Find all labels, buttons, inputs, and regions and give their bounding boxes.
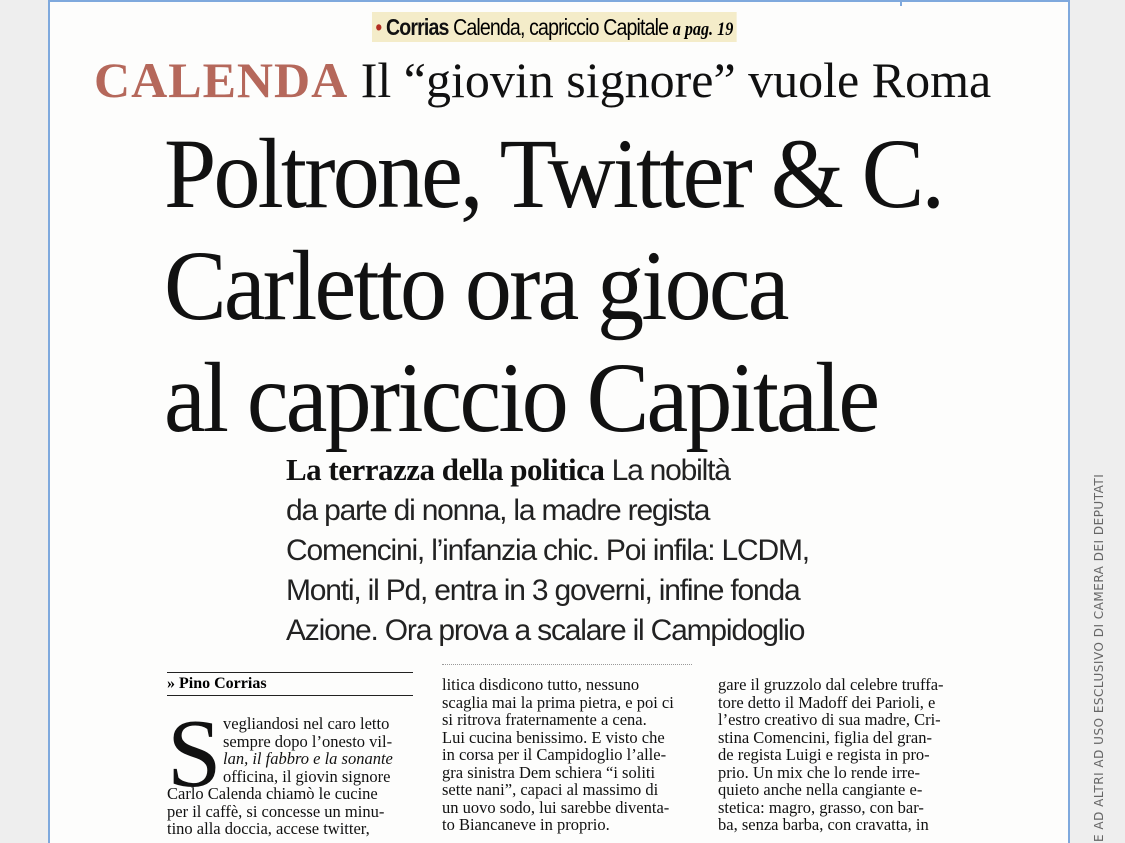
col2-line: un uovo sodo, lui sarebbe diventa- xyxy=(442,797,670,817)
col3-line: l’estro creativo di sua madre, Cri- xyxy=(718,710,941,729)
col3-line: gare il gruzzolo dal celebre truffa- xyxy=(718,675,944,694)
article-column-3 xyxy=(718,676,970,834)
kicker-box xyxy=(372,12,737,42)
summary-line-4: Monti, il Pd, entra in 3 governi, infine fonda xyxy=(286,574,800,607)
summary-line-3: Comencini, l’infanzia chic. Poi infila: LCDM, xyxy=(286,534,809,567)
dropcap: S xyxy=(167,700,222,808)
summary-line-5: Azione. Ora prova a scalare il Campidoglio xyxy=(286,614,805,647)
col1-line: per il caffè, si concesse un minu- xyxy=(167,801,385,821)
col1-line: Carlo Calenda chiamò le cucine xyxy=(167,784,378,803)
overline-tag: CALENDA xyxy=(94,52,349,108)
col3-line: quieto anche nella cangiante e- xyxy=(718,780,923,799)
column-divider xyxy=(900,0,902,6)
col2-line: gra sinistra Dem schiera “i soliti xyxy=(442,762,656,782)
col2-line: si ritrova fraternamente a cena. xyxy=(442,710,647,729)
byline-author: Pino Corrias xyxy=(179,675,267,692)
kicker-bullet: • xyxy=(375,14,382,40)
newspaper-page xyxy=(48,0,1070,843)
byline xyxy=(167,672,413,696)
headline-line-3: al capriccio Capitale xyxy=(164,342,878,453)
kicker-title: Calenda, capriccio Capitale xyxy=(453,14,669,40)
col3-line: prio. Un mix che lo rende irre- xyxy=(718,762,921,782)
col2-line: Lui cucina benissimo. E visto che xyxy=(442,727,665,747)
col1-line: sempre dopo l’onesto vil- xyxy=(223,731,393,751)
column-cut-marks xyxy=(442,664,692,671)
kicker-page-ref: a pag. 19 xyxy=(672,19,734,40)
col2-line: to Biancaneve in proprio. xyxy=(442,815,610,834)
overline-text: Il “giovin signore” vuole Roma xyxy=(360,52,992,108)
article-column-2 xyxy=(442,676,692,834)
side-watermark-text: E AD ALTRI AD USO ESCLUSIVO DI CAMERA DEI DEPUTATI xyxy=(1092,473,1106,842)
col1-line: vegliandosi nel caro letto xyxy=(223,714,390,733)
col2-line: sette nani”, capaci al massimo di xyxy=(442,780,659,799)
col1-line: tino alla doccia, accese twitter, xyxy=(167,819,370,838)
col2-line: litica disdicono tutto, nessuno xyxy=(442,675,640,694)
summary-line-1-text: La nobiltà xyxy=(611,454,730,487)
col3-line: stina Comencini, figlia del gran- xyxy=(718,727,932,747)
summary-lead: La terrazza della politica xyxy=(286,452,605,487)
byline-mark: » xyxy=(167,675,175,692)
col3-line: stetica: magro, grasso, con bar- xyxy=(718,797,924,817)
col2-line: scaglia mai la prima pietra, e poi ci xyxy=(442,692,674,712)
summary xyxy=(286,450,886,651)
col3-line: ba, senza barba, con cravatta, in xyxy=(718,815,929,834)
col3-line: tore detto il Madoff dei Parioli, e xyxy=(718,692,936,712)
top-rule xyxy=(50,0,1068,2)
summary-line-2: da parte di nonna, la madre regista xyxy=(286,494,710,527)
headline-line-1: Poltrone, Twitter & C. xyxy=(164,118,943,229)
col1-line: lan, il fabbro e la sonante xyxy=(223,749,393,768)
headline xyxy=(164,118,942,454)
kicker-author: Corrias xyxy=(385,14,449,40)
article-column-1 xyxy=(167,715,415,838)
col1-line: officina, il giovin signore xyxy=(223,766,391,786)
summary-line-1 xyxy=(286,450,886,491)
headline-line-2: Carletto ora gioca xyxy=(164,230,787,341)
col2-line: in corsa per il Campidoglio l’alle- xyxy=(442,745,667,764)
overline xyxy=(94,52,991,108)
col3-line: de regista Luigi e regista in pro- xyxy=(718,745,930,764)
